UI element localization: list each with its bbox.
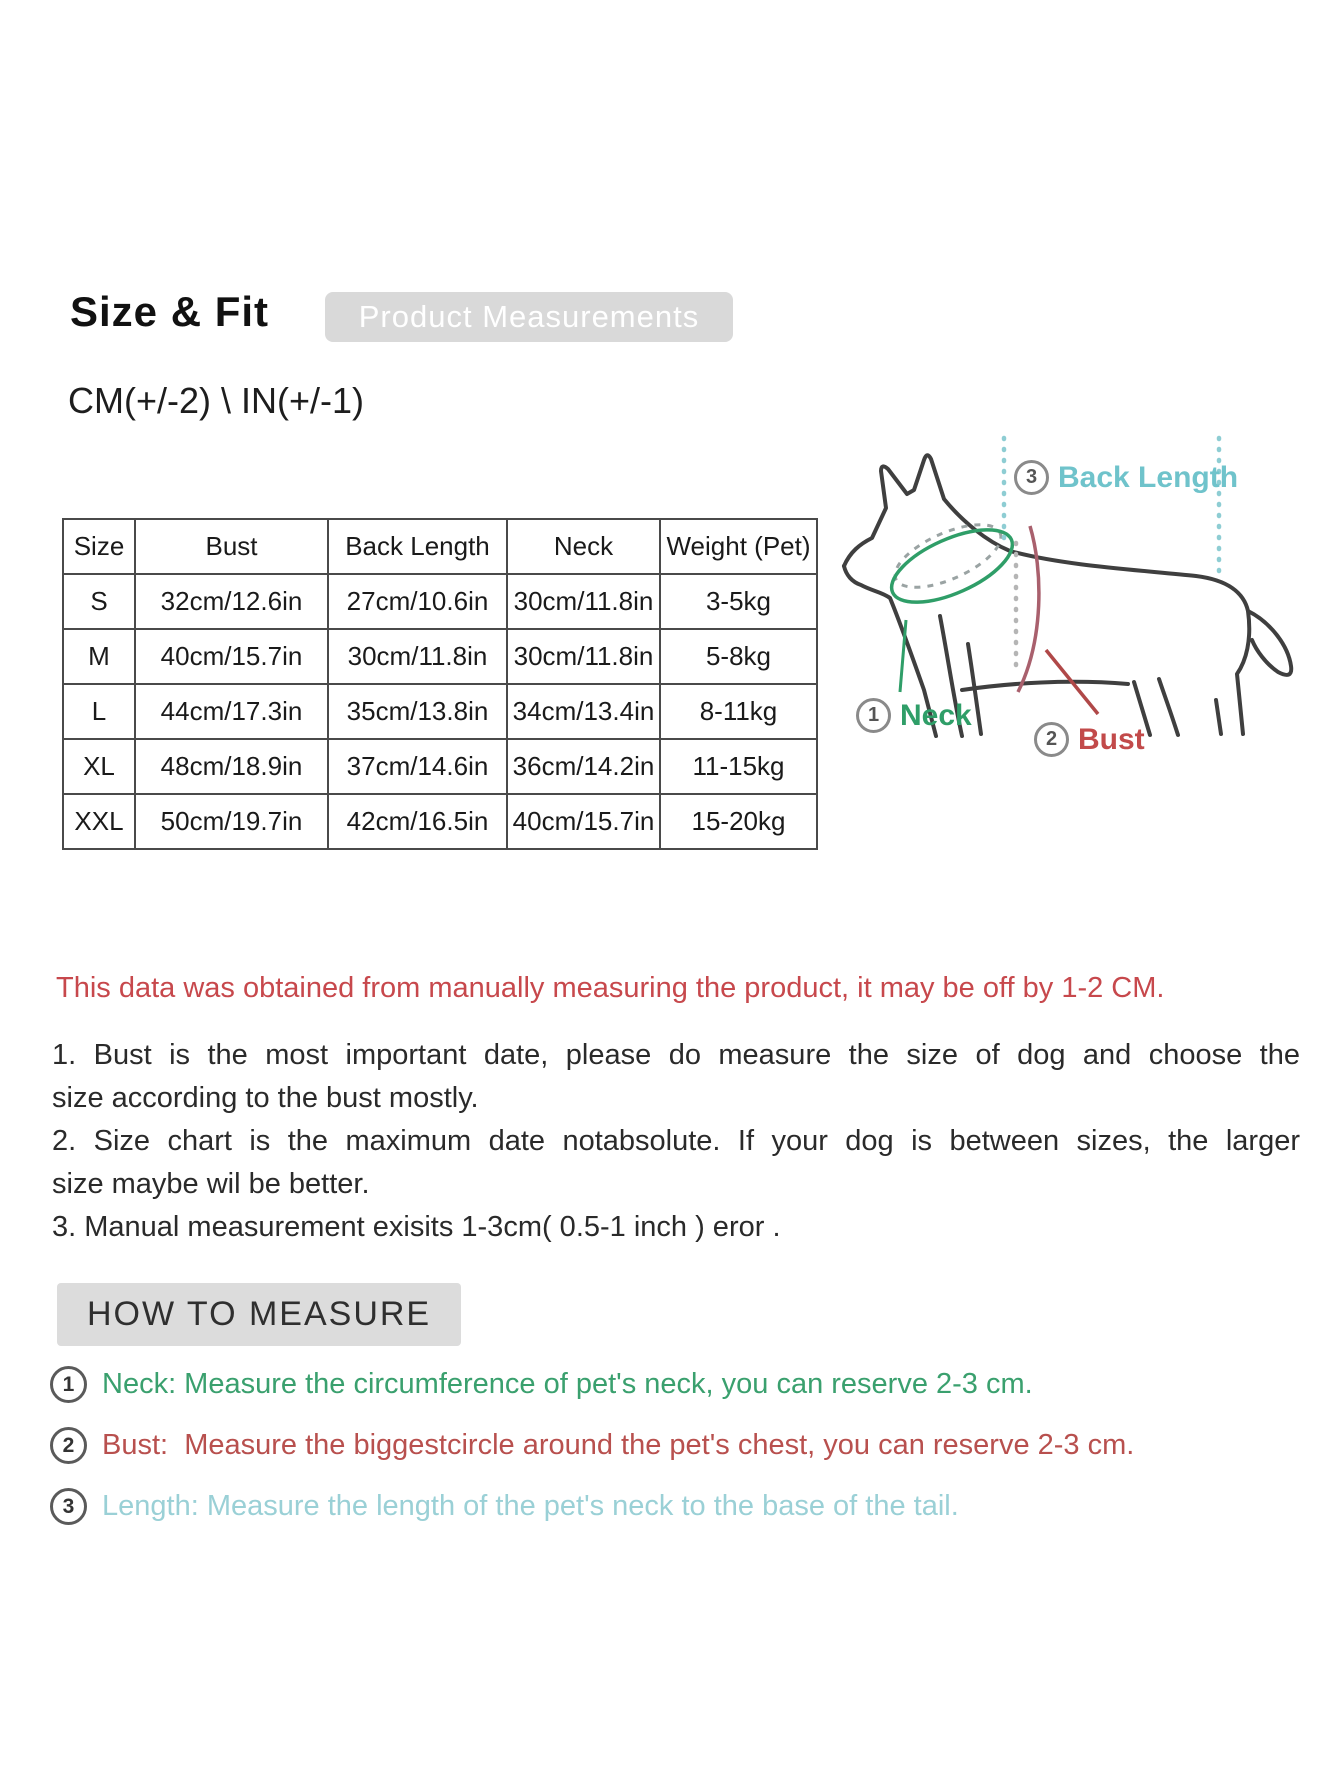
cell-weight: 3-5kg [660, 574, 817, 629]
note-line: 3. Manual measurement exisits 1-3cm( 0.5-1 inch ) eror . [52, 1211, 781, 1243]
table-row [63, 739, 817, 794]
cell-back-length: 37cm/14.6in [328, 739, 507, 794]
size-table [62, 518, 818, 850]
cell-bust: 48cm/18.9in [135, 739, 328, 794]
header-neck: Neck [507, 519, 660, 574]
cell-back-length: 42cm/16.5in [328, 794, 507, 849]
cell-neck: 40cm/15.7in [507, 794, 660, 849]
measure-step-bust [50, 1427, 1134, 1464]
notes-block [52, 1034, 1300, 1249]
dog-outline [844, 455, 1291, 736]
back-length-label-text: Back Length [1058, 460, 1239, 494]
circled-2-icon: 2 [50, 1427, 87, 1464]
cell-size: M [63, 629, 135, 684]
cell-weight: 8-11kg [660, 684, 817, 739]
measure-step-length [50, 1488, 1134, 1525]
cell-bust: 32cm/12.6in [135, 574, 328, 629]
how-to-measure-steps [50, 1366, 1134, 1525]
note-line: 2. Size chart is the maximum date notabsolute. If your dog is between sizes, the larger [52, 1125, 1300, 1157]
measure-step-text: Length: Measure the length of the pet's neck to the base of the tail. [102, 1490, 959, 1522]
circled-3-icon: 3 [50, 1488, 87, 1525]
cell-back-length: 30cm/11.8in [328, 629, 507, 684]
measure-step-text: Bust: Measure the biggestcircle around the pet's chest, you can reserve 2-3 cm. [102, 1429, 1135, 1461]
bust-label [1034, 722, 1145, 757]
tolerance-note: CM(+/-2) \ IN(+/-1) [68, 380, 365, 421]
cell-neck: 30cm/11.8in [507, 629, 660, 684]
note-line: 1. Bust is the most important date, please do measure the size of dog and choose the [52, 1039, 1300, 1071]
cell-size: S [63, 574, 135, 629]
cell-back-length: 35cm/13.8in [328, 684, 507, 739]
neck-guide-dashed-ellipse [887, 512, 1010, 600]
cell-neck: 34cm/13.4in [507, 684, 660, 739]
circled-1-icon: 1 [856, 698, 891, 733]
cell-weight: 5-8kg [660, 629, 817, 684]
cell-size: L [63, 684, 135, 739]
bust-label-text: Bust [1078, 722, 1145, 756]
cell-neck: 36cm/14.2in [507, 739, 660, 794]
table-row [63, 629, 817, 684]
table-row [63, 794, 817, 849]
badge-label: Product Measurements [358, 299, 700, 334]
table-row [63, 574, 817, 629]
circled-2-icon: 2 [1034, 722, 1069, 757]
table-header-row [63, 519, 817, 574]
cell-weight: 15-20kg [660, 794, 817, 849]
cell-bust: 44cm/17.3in [135, 684, 328, 739]
cell-size: XL [63, 739, 135, 794]
cell-weight: 11-15kg [660, 739, 817, 794]
product-measurements-badge [325, 292, 733, 342]
cell-size: XXL [63, 794, 135, 849]
note-line: size maybe wil be better. [52, 1168, 370, 1200]
table-row [63, 684, 817, 739]
cell-back-length: 27cm/10.6in [328, 574, 507, 629]
header-bust: Bust [135, 519, 328, 574]
how-to-measure-heading: HOW TO MEASURE [57, 1283, 461, 1346]
neck-label-text: Neck [900, 698, 972, 732]
disclaimer-text: This data was obtained from manually measuring the product, it may be off by 1-2 CM. [56, 972, 1165, 1004]
measure-step-neck [50, 1366, 1134, 1403]
cell-neck: 30cm/11.8in [507, 574, 660, 629]
header-size: Size [63, 519, 135, 574]
back-length-label [1014, 460, 1238, 495]
header-back-length: Back Length [328, 519, 507, 574]
note-line: size according to the bust mostly. [52, 1082, 479, 1114]
page-title: Size & Fit [70, 288, 270, 335]
dog-diagram [720, 380, 1340, 760]
neck-label [856, 698, 972, 733]
header-weight: Weight (Pet) [660, 519, 817, 574]
circled-1-icon: 1 [50, 1366, 87, 1403]
measure-step-text: Neck: Measure the circumference of pet's neck, you can reserve 2-3 cm. [102, 1368, 1033, 1400]
bust-measure-arc [1018, 526, 1039, 692]
cell-bust: 50cm/19.7in [135, 794, 328, 849]
circled-3-icon: 3 [1014, 460, 1049, 495]
cell-bust: 40cm/15.7in [135, 629, 328, 684]
